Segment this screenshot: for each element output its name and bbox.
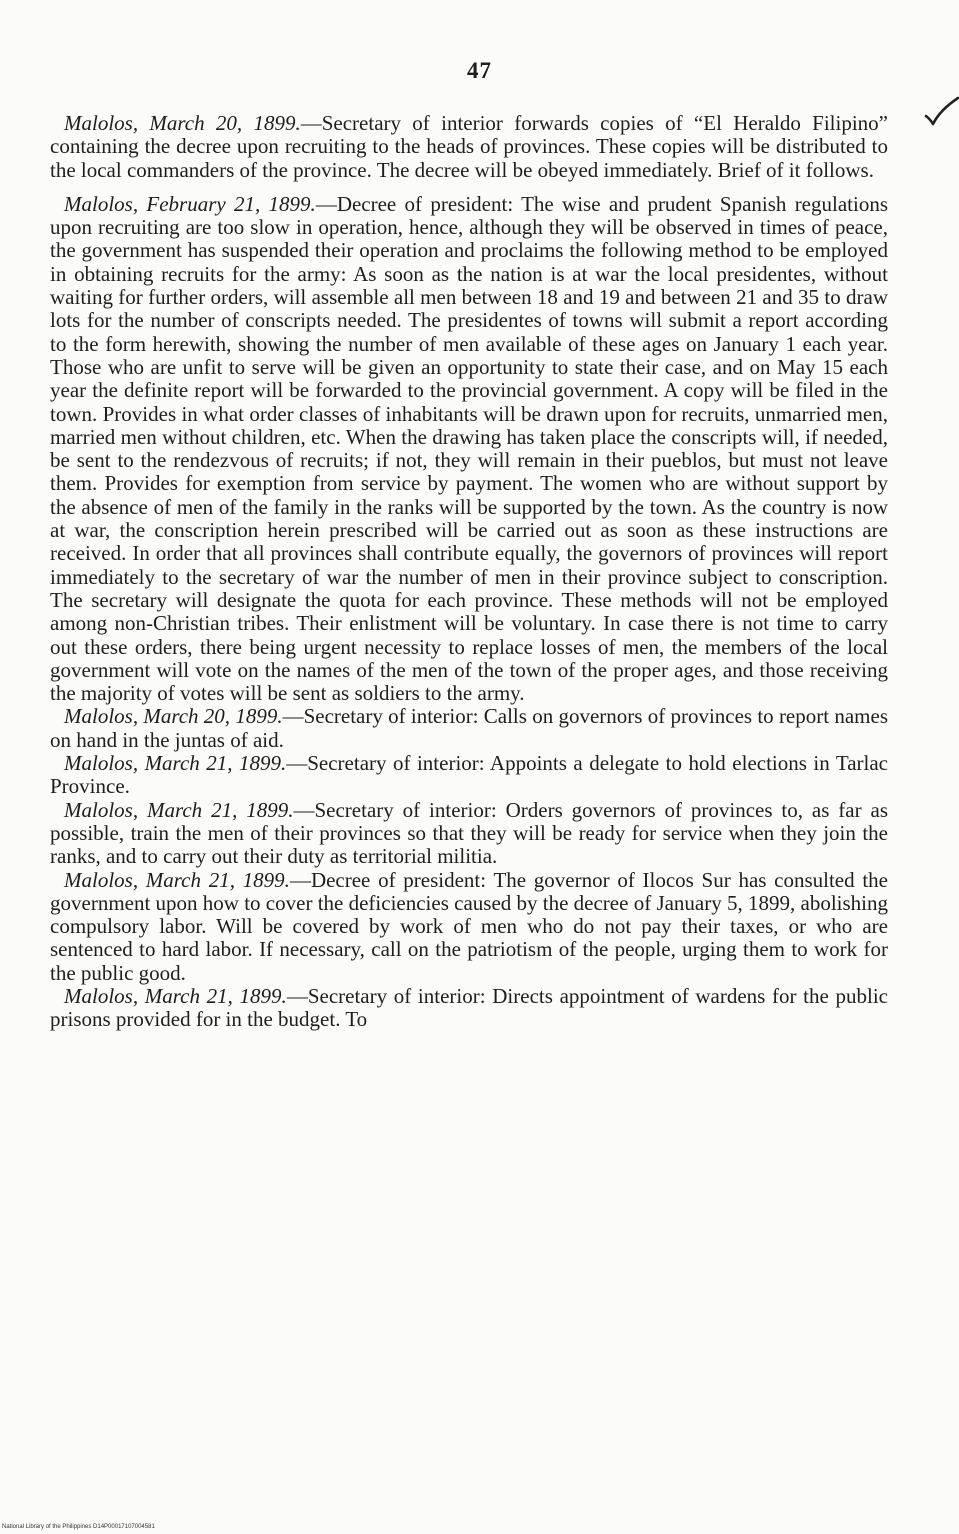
entry-heading: Malolos, March 21, 1899. <box>64 797 294 822</box>
entry-text: —Secretary of interior: Calls on governors of provinces to report names on hand in the juntas of aid. <box>50 704 888 752</box>
entry-text: —Decree of president: The wise and prudent Spanish regulations upon recruiting are too slow in operation, hence, although they will be observed in times of peace, the government has suspended their operation and proclaims the following method to be employed in obtaining recruits for the army: As soon as the nation is at war the local presidentes, without waiting for further orders, will assemble all men between 18 and 19 and between 21 and 35 to draw lots for the number of conscripts needed. The presidentes of towns will submit a report according to the form herewith, showing the number of men available of these ages on January 1 each year. Those who are unfit to serve will be given an opportunity to state their case, and on May 15 each year the definite report will be forwarded to the provincial government. A copy will be filed in the town. Provides in what order classes of inhabitants will be drawn upon for recruits, unmarried men, married men without children, etc. When the drawing has taken place the conscripts will, if needed, be sent to the rendezvous of recruits; if not, they will remain in their pueblos, but must not leave them. Provides for exemption from service by payment. The women who are without support by the absence of men of the family in the ranks will be supported by the town. As the country is now at war, the conscription herein prescribed will be carried out as soon as these instructions are received. In order that all provinces shall contribute equally, the governors of provinces will report immediately to the secretary of war the number of men in their province subject to conscription. The secretary will designate the quota for each province. These methods will not be employed among non-Christian tribes. Their enlistment will be voluntary. In case there is not time to carry out these orders, there being urgent necessity to replace losses of men, the members of the local government will vote on the names of the men of the town of the proper ages, and those receiving the majority of votes will be sent as soldiers to the army. <box>50 191 889 706</box>
entry-heading: Malolos, March 20, 1899. <box>64 111 301 135</box>
entry-text: —Decree of president: The governor of Ilocos Sur has consulted the government upon how to cover the deficiencies caused by the decree of January 5, 1899, abolishing compulsory labor. Will be covered by work of men who do not pay their taxes, or who are sentenced to hard labor. If necessary, call on the patriotism of the people, urging them to work for the public good. <box>50 867 888 985</box>
document-body <box>50 112 888 1032</box>
entry-paragraph <box>50 799 888 869</box>
entry-paragraph <box>50 112 888 182</box>
entry-text: —Secretary of interior: Directs appointment of wardens for the public prisons provided for in the budget. To <box>50 983 888 1032</box>
page-number: 47 <box>467 58 492 83</box>
entry-heading: Malolos, March 21, 1899. <box>64 983 287 1008</box>
entry-text: —Secretary of interior: Appoints a delegate to hold elections in Tarlac Province. <box>50 751 888 799</box>
entry-text: —Secretary of interior forwards copies of “El Heraldo Filipino” containing the decree upon recruiting to the heads of provinces. These copies will be distributed to the local commanders of the province. The decree will be obeyed immediately. Brief of it follows. <box>50 111 888 182</box>
footer-credit: National Library of the Philippines D14P00017107004581 <box>2 1524 155 1530</box>
entry-paragraph <box>50 705 888 752</box>
entry-paragraph <box>50 869 888 985</box>
entry-paragraph <box>50 752 888 799</box>
entry-heading: Malolos, February 21, 1899. <box>64 191 316 216</box>
check-mark-icon <box>924 94 959 130</box>
entry-heading: Malolos, March 20, 1899. <box>64 704 283 729</box>
entry-paragraph <box>50 985 888 1032</box>
entry-heading: Malolos, March 21, 1899. <box>64 751 287 776</box>
entry-text: —Secretary of interior: Orders governors of provinces to, as far as possible, train the men of their provinces so that they will be ready for service when they join the ranks, and to carry out their duty as territorial militia. <box>50 797 888 869</box>
entry-heading: Malolos, March 21, 1899. <box>64 867 290 892</box>
entry-paragraph <box>50 193 888 706</box>
